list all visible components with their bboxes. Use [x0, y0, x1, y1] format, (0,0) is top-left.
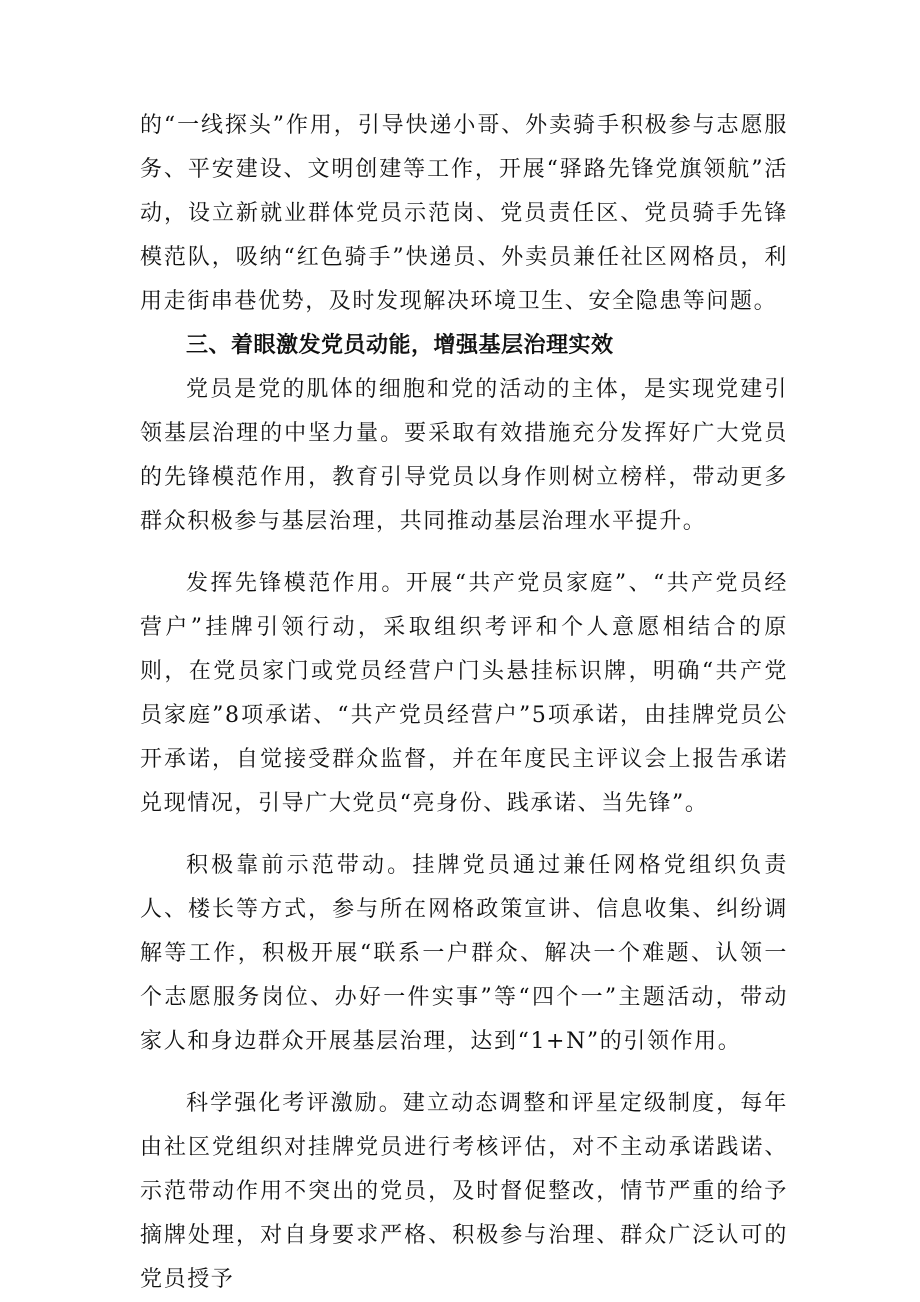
paragraph-lead-by-example: 积极靠前示范带动。挂牌党员通过兼任网格党组织负责人、楼长等方式，参与所在网格政策宣讲、信息收集、纠纷调解等工作，积极开展“联系一户群众、解决一个难题、认领一个志愿服务岗位、办好一件实事”等“四个一”主题活动，带动家人和身边群众开展基层治理，达到“1+N”的引领作用。 [140, 853, 788, 1054]
paragraph-intro: 党员是党的肌体的细胞和党的活动的主体，是实现党建引领基层治理的中坚力量。要采取有效措施充分发挥好广大党员的先锋模范作用，教育引导党员以身作则树立榜样，带动更多群众积极参与基层治理，共同推动基层治理水平提升。 [140, 377, 788, 534]
paragraph-evaluation-incentive: 科学强化考评激励。建立动态调整和评星定级制度，每年由社区党组织对挂牌党员进行考核评估，对不主动承诺践诺、示范带动作用不突出的党员，及时督促整改，情节严重的给予摘牌处理，对自身要求严格、积极参与治理、群众广泛认可的党员授予 [140, 1091, 788, 1292]
paragraph-vanguard-role: 发挥先锋模范作用。开展“共产党员家庭”、“共产党员经营户”挂牌引领行动，采取组织考评和个人意愿相结合的原则，在党员家门或党员经营户门头悬挂标识牌，明确“共产党员家庭”8项承诺、“共产党员经营户”5项承诺，由挂牌党员公开承诺，自觉接受群众监督，并在年度民主评议会上报告承诺兑现情况，引导广大党员“亮身份、践承诺、当先锋”。 [140, 571, 788, 816]
paragraph-spacer [140, 544, 788, 562]
paragraph-continuation: 的“一线探头”作用，引导快递小哥、外卖骑手积极参与志愿服务、平安建设、文明创建等工作，开展“驿路先锋党旗领航”活动，设立新就业群体党员示范岗、党员责任区、党员骑手先锋模范队，吸纳“红色骑手”快递员、外卖员兼任社区网格员，利用走街串巷优势，及时发现解决环境卫生、安全隐患等问题。 [140, 113, 788, 314]
section-heading: 三、着眼激发党员动能，增强基层治理实效 [186, 333, 614, 358]
paragraph-spacer [140, 826, 788, 844]
paragraph-spacer [140, 1064, 788, 1082]
document-page [140, 104, 788, 1302]
